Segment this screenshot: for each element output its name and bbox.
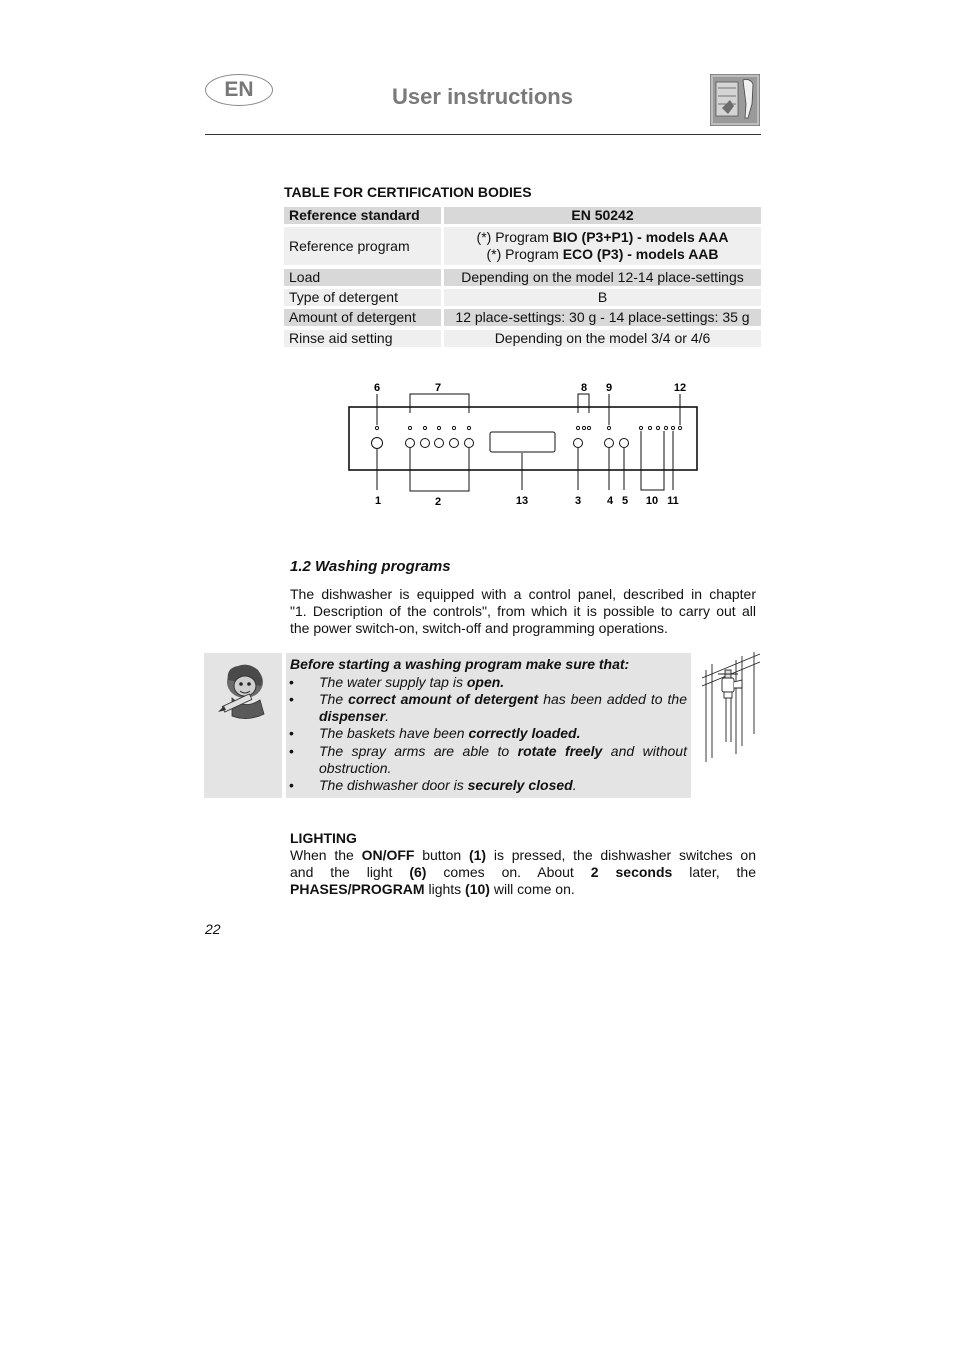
table-cell-value: Depending on the model 12-14 place-settings <box>444 269 761 286</box>
item-text: The baskets have been <box>319 725 469 741</box>
label-8: 8 <box>580 382 588 394</box>
page-title: User instructions <box>392 84 573 109</box>
bullet-marker: • <box>289 743 294 759</box>
table-heading: TABLE FOR CERTIFICATION BODIES <box>284 184 532 200</box>
language-code: EN <box>224 78 254 101</box>
paragraph-text: later, the <box>672 864 756 880</box>
label-3: 3 <box>574 495 582 507</box>
program-name: ECO (P3) - models AAB <box>562 246 719 262</box>
item-text: The spray arms are able to <box>319 743 518 759</box>
table-cell-label: Reference program <box>284 227 441 265</box>
item-emphasis: rotate freely <box>517 743 603 759</box>
bullet-marker: • <box>289 674 294 690</box>
item-text: The <box>319 691 349 707</box>
paragraph-emphasis: (6) <box>409 864 427 880</box>
item-emphasis: correct amount of detergent <box>348 691 539 707</box>
paragraph-emphasis: (1) <box>468 847 487 863</box>
paragraph-line: The dishwasher is equipped with a control panel, described in chapter <box>290 586 756 602</box>
paragraph-emphasis: PHASES/PROGRAM <box>290 881 425 897</box>
table-cell-label: Amount of detergent <box>284 309 441 326</box>
paragraph-emphasis: 2 seconds <box>590 864 673 880</box>
paragraph-text: will come on. <box>489 881 575 897</box>
lighting-heading: LIGHTING <box>290 830 357 846</box>
label-10: 10 <box>645 495 659 507</box>
label-4: 4 <box>606 495 614 507</box>
table-cell-value: Depending on the model 3/4 or 4/6 <box>444 330 761 347</box>
header-divider <box>205 134 761 135</box>
item-text: The dishwasher door is <box>319 777 468 793</box>
panel-outline <box>349 407 697 470</box>
table-cell-label: Load <box>284 269 441 286</box>
table-cell-value <box>444 227 761 265</box>
item-emphasis: open. <box>466 674 505 690</box>
label-6: 6 <box>373 382 381 394</box>
table-cell-label: Type of detergent <box>284 289 441 306</box>
dishwasher-photo-icon <box>710 74 760 126</box>
table-row <box>284 269 761 286</box>
bullet-marker: • <box>289 777 294 793</box>
paragraph-line: the power switch-on, switch-off and programming operations. <box>290 620 668 636</box>
water-tap-icon <box>696 650 762 765</box>
table-cell-label: Reference standard <box>284 207 441 224</box>
table-row <box>284 309 761 326</box>
label-9: 9 <box>605 382 613 394</box>
label-11: 11 <box>667 495 679 507</box>
table-cell-label: Rinse aid setting <box>284 330 441 347</box>
table-row <box>284 330 761 347</box>
table-row <box>284 227 761 265</box>
item-emphasis: dispenser <box>319 708 386 724</box>
item-emphasis: securely closed <box>467 777 573 793</box>
label-5: 5 <box>621 495 629 507</box>
item-text: has been added to the <box>538 691 688 707</box>
paragraph-emphasis: ON/OFF <box>361 847 415 863</box>
language-badge <box>205 74 273 106</box>
page-number: 22 <box>205 921 221 937</box>
item-text: . <box>385 708 390 724</box>
paragraph-text: When the <box>290 847 362 863</box>
paragraph-text: lights <box>424 881 466 897</box>
table-row <box>284 289 761 306</box>
program-prefix: (*) Program <box>476 229 553 245</box>
label-13: 13 <box>515 495 529 507</box>
paragraph-emphasis: (10) <box>465 881 490 897</box>
lighting-paragraph <box>290 847 756 898</box>
item-text: . <box>572 777 577 793</box>
paragraph-text: and the light <box>290 864 410 880</box>
item-text: and without <box>602 743 687 759</box>
label-7: 7 <box>434 382 442 394</box>
paragraph-text: comes on. About <box>426 864 591 880</box>
bullet-marker: • <box>289 725 294 741</box>
table-row <box>284 207 761 224</box>
item-text: The water supply tap is <box>319 674 467 690</box>
section-paragraph <box>290 586 756 637</box>
bullet-marker: • <box>289 691 294 707</box>
control-panel-diagram <box>340 375 710 510</box>
table-cell-value: EN 50242 <box>444 207 761 224</box>
program-prefix: (*) Program <box>486 246 563 262</box>
table-cell-value: 12 place-settings: 30 g - 14 place-settings: 35 g <box>444 309 761 326</box>
item-text: obstruction. <box>319 760 392 776</box>
label-2: 2 <box>434 496 442 508</box>
label-1: 1 <box>374 495 382 507</box>
table-cell-value: B <box>444 289 761 306</box>
note-heading: Before starting a washing program make sure that: <box>290 656 630 672</box>
paragraph-text: button <box>414 847 469 863</box>
label-12: 12 <box>673 382 687 394</box>
section-heading: 1.2 Washing programs <box>290 558 451 575</box>
paragraph-line: "1. Description of the controls", from which it is possible to carry out all <box>290 603 756 619</box>
item-emphasis: correctly loaded. <box>468 725 581 741</box>
pencil-character-icon <box>214 660 274 722</box>
paragraph-text: is pressed, the dishwasher switches on <box>486 847 756 863</box>
program-name: BIO (P3+P1) - models AAA <box>552 229 729 245</box>
